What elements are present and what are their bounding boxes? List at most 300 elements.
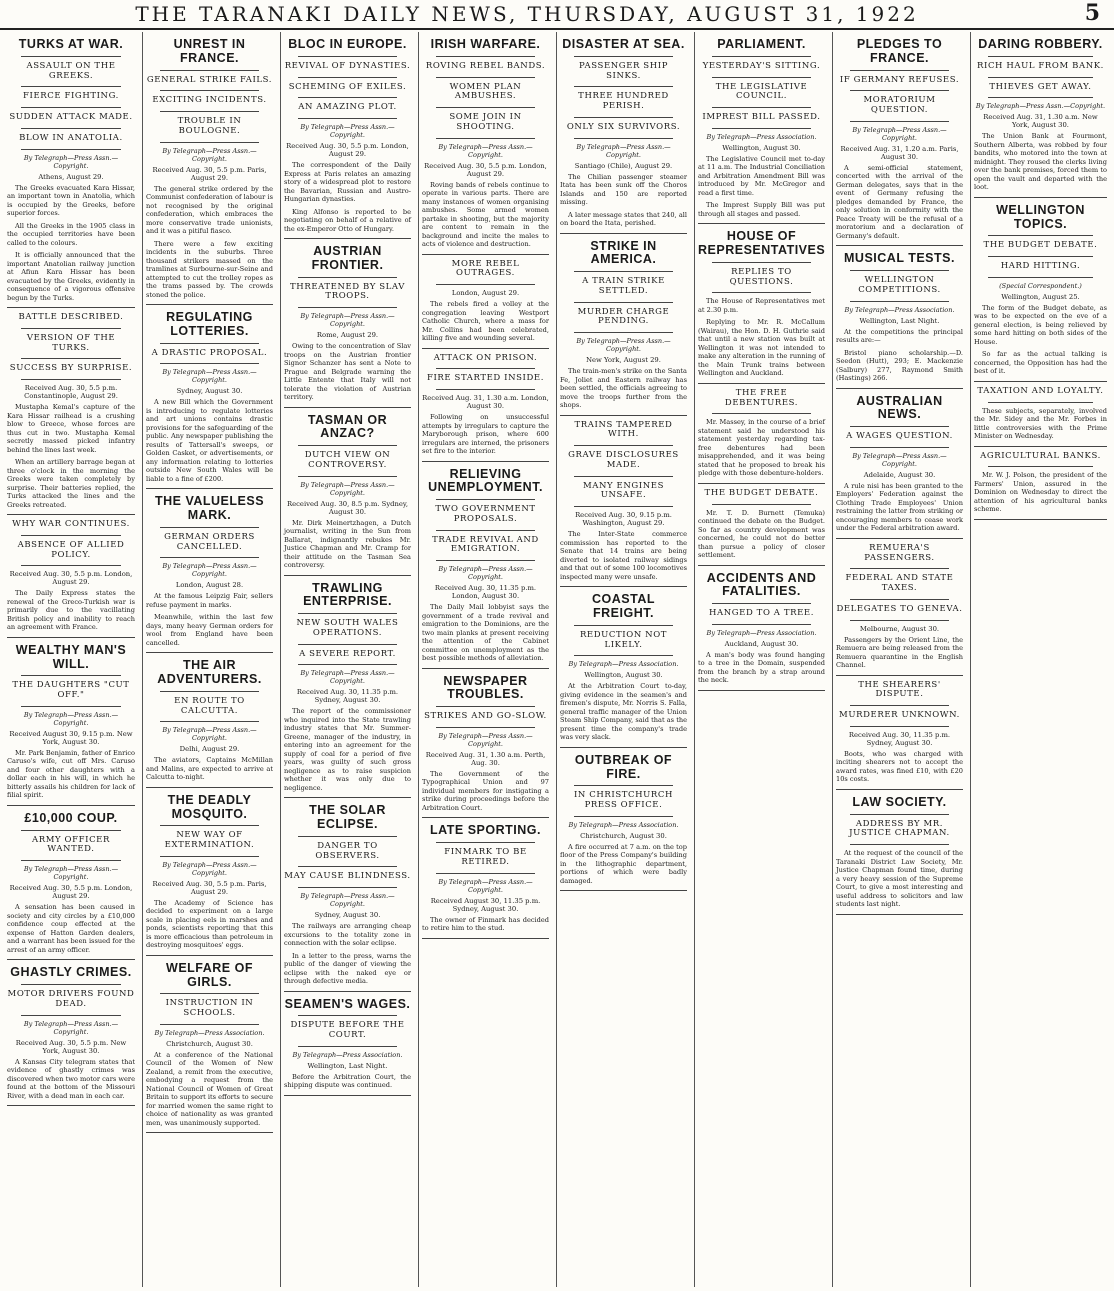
article-paragraph: The Legislative Council met to-day at 11 a.m. The Industrial Conciliation and Arbitration Amendment Bill was introduced by Mr. McGregor and read a first time. [698, 154, 825, 197]
divider [298, 866, 397, 867]
article-paragraph: The form of the Budget debate, as was to be expected on the eve of a general election, is being relieved by some hard hitting on both sides of the House. [974, 303, 1107, 346]
divider [436, 107, 535, 108]
byline: By Telegraph—Press Assn.—Copyright. [852, 125, 947, 142]
article-headline: IRISH WARFARE. [430, 37, 541, 51]
divider [436, 842, 535, 843]
article-paragraph: Owing to the concentration of Slav troops on the Austrian frontier Signor Schanzer has sent a Note to Prague and Belgrade warning the Little Entente that Italy will not tolerate the violation of Austrian territory. [284, 342, 411, 402]
byline: By Telegraph—Press Assn.—Copyright. [975, 102, 1106, 111]
article-separator [146, 652, 273, 653]
divider [850, 426, 949, 427]
article-separator [284, 238, 411, 239]
sub-headline: ATTACK ON PRISON. [433, 352, 538, 363]
article-separator [284, 407, 411, 408]
byline: By Telegraph—Press Association. [706, 132, 817, 141]
divider [160, 363, 259, 364]
article-paragraph: At the Arbitration Court to-day, giving evidence in the seamen's and firemen's dispute, Mr. Norris S. Falla, general traffic manager of the Union Steam Ship Company, said that as the present time the company's trade was very slack. [560, 682, 687, 742]
divider [850, 70, 949, 71]
article-paragraph: The House of Representatives met at 2.30 p.m. [698, 297, 825, 314]
divider [850, 844, 949, 845]
divider [574, 785, 673, 786]
dateline: Christchurch, August 30. [580, 831, 667, 840]
byline: By Telegraph—Press Assn.—Copyright. [162, 368, 257, 385]
dateline: Received Aug. 31, 1.30 a.m. New York, August 30. [983, 113, 1098, 130]
article-paragraph: Mr. W. J. Polson, the president of the Farmers' Union, assured in the Dominion on Wednesday to direct the attention of his agricultural banks scheme. [974, 471, 1107, 514]
sub-headline: ADDRESS BY MR. JUSTICE CHAPMAN. [849, 818, 950, 839]
dateline: London, August 29. [451, 289, 520, 298]
article-headline: ACCIDENTS AND FATALITIES. [706, 570, 817, 599]
divider [850, 121, 949, 122]
article-paragraph: Following on unsuccessful attempts by irregulars to capture the Maryborough prison, where 600 irregulars are interned, the prisoners set fire to the interior. [422, 413, 549, 456]
column-7 [832, 32, 966, 1287]
article-paragraph: The Academy of Science has decided to experiment on a large scale in placing eels in marshes and ponds, scientists reporting that this is more efficacious than petroleum in destroying mosquitoes' eggs. [146, 898, 273, 950]
article-separator [836, 789, 963, 790]
article-separator [836, 388, 963, 389]
sub-headline: THE SHEARERS' DISPUTE. [858, 679, 941, 700]
dateline: Received Aug. 30, 5.5 p.m. London, August 29. [286, 142, 409, 159]
article-separator [146, 787, 273, 788]
article [422, 468, 549, 669]
article-separator [836, 245, 963, 246]
article-separator [284, 575, 411, 576]
byline: By Telegraph—Press Assn.—Copyright. [162, 562, 257, 579]
divider [574, 445, 673, 446]
article-headline: DISASTER AT SEA. [562, 37, 685, 51]
article-headline: NEWSPAPER TROUBLES. [443, 673, 528, 702]
byline: By Telegraph—Press Assn.—Copyright. [300, 312, 395, 329]
article-separator [422, 461, 549, 462]
divider [298, 56, 397, 57]
article [974, 387, 1107, 447]
sub-headline: GENERAL STRIKE FAILS. [146, 74, 273, 85]
article [560, 421, 687, 588]
divider [298, 664, 397, 665]
sub-headline: REDUCTION NOT LIKELY. [579, 629, 668, 650]
article [7, 812, 135, 960]
article [422, 354, 549, 462]
article-paragraph: All the Greeks in the 1905 class in the occupied territories have been called to the colours. [7, 221, 135, 247]
divider [574, 476, 673, 477]
divider [298, 277, 397, 278]
divider [988, 256, 1093, 257]
divider [850, 814, 949, 815]
divider [712, 262, 811, 263]
sub-headline: GRAVE DISCLOSURES MADE. [568, 450, 679, 470]
divider [988, 277, 1093, 278]
divider [436, 389, 535, 390]
byline: By Telegraph—Press Association. [844, 305, 955, 314]
article-separator [560, 586, 687, 587]
dateline: Received Aug. 30, 5.5 p.m. Paris, August 29. [152, 879, 267, 896]
article [7, 644, 135, 806]
dateline: Received Aug. 30, 8.5 p.m. Sydney, August 30. [286, 499, 409, 516]
article-headline: STRIKE IN AMERICA. [590, 238, 657, 267]
article-headline: WEALTHY MAN'S WILL. [15, 642, 127, 671]
divider [712, 624, 811, 625]
article-paragraph: These subjects, separately, involved the Mr. Sidey and the Mr. Forbes in little controversies with the Prime Minister on Wednesday. [974, 406, 1107, 441]
byline: By Telegraph—Press Assn.—Copyright. [162, 860, 257, 877]
article-paragraph: The Imprest Supply Bill was put through all stages and passed. [698, 201, 825, 218]
dateline: Received Aug. 30, 11.35 p.m. Sydney, August 30. [296, 688, 399, 705]
article-paragraph: Before the Arbitration Court, the shipping dispute was continued. [284, 1072, 411, 1090]
divider [436, 284, 535, 285]
dateline: Received Aug. 31, 1.30 a.m. London, August 30. [422, 394, 549, 411]
divider [988, 97, 1093, 98]
byline: By Telegraph—Press Assn.—Copyright. [23, 153, 119, 170]
dateline: Received Aug. 31, 1.30 a.m. Perth, Aug. 30. [425, 750, 546, 767]
article-separator [422, 348, 549, 349]
byline: By Telegraph—Press Association. [568, 660, 679, 669]
divider [298, 118, 397, 119]
masthead [0, 0, 1114, 30]
sub-headline: SOME JOIN IN SHOOTING. [449, 112, 522, 132]
divider [298, 77, 397, 78]
sub-headline: THIEVES GET AWAY. [989, 81, 1092, 92]
divider [712, 56, 811, 57]
sub-headline: NEW WAY OF EXTERMINATION. [164, 830, 255, 851]
sub-headline: THE LEGISLATIVE COUNCIL. [715, 81, 808, 102]
divider [574, 117, 673, 118]
article-headline: TRAWLING ENTERPRISE. [303, 580, 392, 609]
page-number: 5 [1084, 0, 1100, 26]
dateline: Wellington, Last Night. [859, 316, 940, 325]
article-headline: MUSICAL TESTS. [844, 251, 955, 266]
divider [436, 368, 535, 369]
article [698, 572, 825, 691]
divider [850, 447, 949, 448]
divider [160, 343, 259, 344]
article-headline: DARING ROBBERY. [978, 37, 1103, 51]
article [146, 38, 273, 305]
sub-headline: A SEVERE REPORT. [299, 648, 396, 659]
article-separator [422, 938, 549, 939]
sub-headline: IN CHRISTCHURCH PRESS OFFICE. [573, 790, 674, 811]
article-paragraph: At the competitions the principal results are:— [836, 327, 963, 345]
divider [574, 302, 673, 303]
article-paragraph: When an artillery barrage began at three o'clock in the morning the Greeks were taken completely by surprise. Their batteries replied, the Turks attacked the lines and the Greeks retreated. [7, 458, 135, 509]
sub-headline: YESTERDAY'S SITTING. [702, 60, 821, 71]
divider [21, 535, 121, 536]
sub-headline: THREATENED BY SLAV TROOPS. [290, 281, 405, 302]
article-paragraph: The Greeks evacuated Kara Hissar, an important town in Anatolia, which is occupied by the Greeks, before superior forces. [7, 183, 135, 218]
article-paragraph: The Daily Express states the renewal of the Greco-Turkish war is primarily due to the vacillating British policy and inability to reach an agreement with France. [7, 589, 135, 632]
article-headline: WELLINGTON TOPICS. [996, 202, 1085, 231]
divider [160, 993, 259, 994]
article [560, 593, 687, 748]
divider [712, 292, 811, 293]
divider [574, 332, 673, 333]
article-paragraph: The Chilian passenger steamer Itata has been sunk off the Choros Islands and 150 are reported missing. [560, 172, 687, 207]
article [284, 38, 411, 239]
byline: By Telegraph—Press Assn.—Copyright. [438, 565, 533, 582]
sub-headline: A WAGES QUESTION. [846, 431, 953, 442]
dateline: Received Aug. 31, 1.20 a.m. Paris, August 30. [840, 144, 959, 161]
article [146, 659, 273, 788]
dateline: Received Aug. 30, 5.5 p.m. London, August 29. [424, 161, 547, 178]
divider [712, 504, 811, 505]
divider [298, 445, 397, 446]
article-paragraph: The correspondent of the Daily Express at Paris relates an amazing story of a widespread plot to restore the Bavarian, Russian and Austro-Hungarian dynasties. [284, 161, 411, 204]
article-headline: GHASTLY CRIMES. [10, 965, 132, 980]
article-paragraph: The general strike ordered by the Communist confederation of labour is not recognised by the original confederation, which embraces the more conservative trade unionists, and it was a pitiful fiasco. [146, 184, 273, 236]
article-paragraph: The train-men's strike on the Santa Fe, Joliet and Eastern railway has been settled, the officials agreeing to move the troops further from the shops. [560, 367, 687, 410]
byline: By Telegraph—Press Association. [568, 820, 679, 829]
article-paragraph: Mr. T. D. Burnett (Temuka) continued the debate on the Budget. So far as country development was concerned, he could not do better than pursue a policy of closer settlement. [698, 508, 825, 560]
divider [850, 568, 949, 569]
article-paragraph: Mr. Park Benjamin, father of Enrico Caruso's wife, cut off Mrs. Caruso and four other daughters with a dollar each in his will, in which he bitterly assails his children for lack of filial spirit. [7, 748, 135, 800]
sub-headline: THE BUDGET DEBATE. [704, 487, 819, 498]
sub-headline: A TRAIN STRIKE SETTLED. [582, 276, 665, 296]
article-paragraph: Passengers by the Orient Line, the Remuera are being released from the Remuera quarantine in the English Channel. [836, 635, 963, 670]
sub-headline: THE DAUGHTERS "CUT OFF." [12, 680, 130, 701]
sub-headline: BATTLE DESCRIBED. [18, 312, 124, 323]
divider [436, 56, 535, 57]
sub-headline: TRAINS TAMPERED WITH. [574, 419, 673, 440]
divider [298, 613, 397, 614]
column-8 [970, 32, 1110, 1287]
sub-headline: MOTOR DRIVERS FOUND DEAD. [7, 989, 135, 1009]
article [146, 495, 273, 653]
sub-headline: HARD HITTING. [1000, 261, 1081, 272]
article-separator [836, 914, 963, 915]
byline: (Special Correspondent.) [999, 281, 1082, 290]
sub-headline: NEW SOUTH WALES OPERATIONS. [296, 618, 399, 638]
article-headline: REGULATING LOTTERIES. [166, 310, 253, 338]
sub-headline: AN AMAZING PLOT. [298, 102, 397, 113]
divider [850, 270, 949, 271]
article-separator [146, 955, 273, 956]
sub-headline: WELLINGTON COMPETITIONS. [858, 275, 941, 295]
column-6 [694, 32, 828, 1287]
article-separator [974, 197, 1107, 198]
divider [298, 1046, 397, 1047]
sub-headline: REPLIES TO QUESTIONS. [729, 266, 794, 287]
divider [850, 301, 949, 302]
article-separator [560, 747, 687, 748]
article-paragraph: A semi-official statement, concerted with the arrival of the German delegates, says that in the event of Germany refusing the pledges demanded by France, the only solution in conformity with the Peace Treaty will be the refusal of a moratorium and a declaration of Germany's default. [836, 163, 963, 240]
sub-headline: FEDERAL AND STATE TAXES. [845, 573, 954, 594]
article-paragraph: At the famous Leipzig Fair, sellers refuse payment in marks. [146, 592, 273, 609]
article-headline: COASTAL FREIGHT. [592, 592, 655, 620]
divider [21, 328, 121, 329]
article-separator [7, 805, 135, 806]
sub-headline: DISPUTE BEFORE THE COURT. [290, 1020, 405, 1041]
sub-headline: TAXATION AND LOYALTY. [977, 385, 1104, 396]
sub-headline: EXCITING INCIDENTS. [152, 95, 267, 106]
article [698, 230, 825, 384]
dateline: Received Aug. 30, 5.5 p.m. Paris, August 29. [152, 165, 267, 182]
article-separator [7, 637, 135, 638]
dateline: Received August 30, 11.35 p.m. Sydney, August 30. [430, 896, 541, 913]
sub-headline: THREE HUNDRED PERISH. [578, 91, 669, 112]
dateline: Sydney, August 30. [176, 387, 243, 396]
byline: By Telegraph—Press Assn.—Copyright. [438, 877, 533, 894]
article-headline: THE DEADLY MOSQUITO. [167, 792, 252, 821]
dateline: Received Aug. 30, 9.15 p.m. Washington, August 29. [575, 511, 672, 528]
article [698, 389, 825, 484]
byline: By Telegraph—Press Assn.—Copyright. [300, 669, 395, 686]
divider [988, 402, 1093, 403]
sub-headline: STRIKES AND GO-SLOW. [424, 711, 547, 722]
sub-headline: ABSENCE OF ALLIED POLICY. [17, 539, 125, 560]
sub-headline: REMUERA'S PASSENGERS. [864, 542, 935, 563]
article-headline: SEAMEN'S WAGES. [284, 996, 411, 1011]
article-paragraph: The owner of Finmark has decided to retire him to the stud. [422, 915, 549, 933]
divider [436, 560, 535, 561]
article-headline: HOUSE OF REPRESENTATIVES [698, 229, 826, 258]
sub-headline: DANGER TO OBSERVERS. [315, 840, 380, 861]
divider [436, 138, 535, 139]
article-paragraph: It is officially announced that the important Anatolian railway junction at Afiun Kara Hissar has been evacuated by the Greeks, evidently in consequence of a vigorous offensive begun by the Turks. [7, 251, 135, 302]
article [836, 681, 963, 790]
article-paragraph: The Government of the Typographical Union and 97 individual members for instigating a strike during proceedings before the Arbitration Court. [422, 769, 549, 812]
article-separator [974, 446, 1107, 447]
divider [298, 307, 397, 308]
article [7, 520, 135, 638]
article [422, 38, 549, 255]
article-separator [974, 519, 1107, 520]
divider [160, 856, 259, 857]
sub-headline: IF GERMANY REFUSES. [839, 74, 960, 85]
sub-headline: THE BUDGET DEBATE. [983, 240, 1098, 251]
divider [21, 984, 121, 985]
divider [574, 138, 673, 139]
article-separator [836, 675, 963, 676]
divider [988, 466, 1093, 467]
article-paragraph: A fire occurred at 7 a.m. on the top floor of the Press Company's building in the lithographic department, portions of which were badly damaged. [560, 842, 687, 885]
sub-headline: TROUBLE IN BOULOGNE. [177, 116, 242, 136]
byline: By Telegraph—Press Association. [154, 1028, 265, 1037]
divider [160, 1024, 259, 1025]
column-1 [4, 32, 138, 1287]
divider [712, 603, 811, 604]
article [146, 311, 273, 489]
article [422, 824, 549, 938]
article-paragraph: Bristol piano scholarship.—D. Seedon (Hutt), 293; E. Mackenzie (Salbury) 277, Raymond Smith (Hastings) 266. [836, 348, 963, 383]
article [836, 544, 963, 676]
article [284, 582, 411, 799]
article [284, 414, 411, 576]
divider [574, 506, 673, 507]
article-headline: PARLIAMENT. [717, 37, 806, 51]
sub-headline: MORE REBEL OUTRAGES. [451, 258, 520, 279]
divider [436, 530, 535, 531]
divider [160, 721, 259, 722]
article-paragraph: A sensation has been caused in society and city circles by a £10,000 confidence coup effected at the expense of Hatton Garden dealers, and a warrant has been issued for the arrest of an army officer. [7, 903, 135, 954]
article-separator [146, 1132, 273, 1133]
dateline: Delhi, August 29. [179, 745, 240, 754]
sub-headline: A DRASTIC PROPOSAL. [151, 347, 268, 358]
divider [21, 860, 121, 861]
article-headline: UNREST IN FRANCE. [173, 37, 246, 65]
article-paragraph: Mr. Massey, in the course of a brief statement said he understood his statement yesterday regarding tax-free debentures had been misapprehended, and it was being stated that he proposed to break his pledge with those debenture-holders. [698, 418, 825, 478]
article [836, 796, 963, 915]
divider [712, 107, 811, 108]
article-headline: TURKS AT WAR. [18, 37, 124, 51]
article-paragraph: Meanwhile, within the last few days, many heavy German orders for wool from England have been cancelled. [146, 613, 273, 647]
divider [712, 413, 811, 414]
article-paragraph: The Union Bank at Fourmont, Southern Alberta, was robbed by four bandits, who motored into the town at midnight. They roused the clerks living over the bank premises, forced them to open the vault and departed with the loot. [974, 132, 1107, 192]
divider [436, 77, 535, 78]
sub-headline: SUDDEN ATTACK MADE. [9, 112, 133, 123]
article-separator [7, 307, 135, 308]
newspaper-columns [4, 32, 1110, 1287]
divider [574, 625, 673, 626]
article [974, 38, 1107, 198]
divider [21, 830, 121, 831]
dateline: Auckland, August 30. [724, 639, 799, 648]
article-separator [422, 817, 549, 818]
sub-headline: FIRE STARTED INSIDE. [426, 373, 545, 384]
dateline: Melbourne, August 30. [859, 624, 940, 633]
article-paragraph: King Alfonso is reported to be negotiating on behalf of a relative of the ex-Emperor Otto of Hungary. [284, 207, 411, 233]
article-paragraph: At a conference of the National Council of the Women of New Zealand, a remit from the executive, embodying a request from the National Council of Women of Great Britain to support its efforts to secure for married women the same right to choice of nationality as was granted men, was unanimously supported. [146, 1050, 273, 1127]
divider [160, 70, 259, 71]
sub-headline: MAY CAUSE BLINDNESS. [284, 871, 411, 882]
article-separator [698, 383, 825, 384]
dateline: Wellington, August 30. [584, 671, 663, 680]
divider [160, 90, 259, 91]
article-paragraph: There were a few exciting incidents in the suburbs. Three thousand strikers massed on the tramlines at Surbourne-sur-Seine and attempted to cut the trolley ropes as the trams passed by. The crowds stoned the police. [146, 239, 273, 299]
dateline: Sydney, August 30. [314, 911, 381, 920]
divider [160, 825, 259, 826]
divider [298, 97, 397, 98]
article [284, 245, 411, 408]
article [284, 804, 411, 991]
divider [298, 644, 397, 645]
divider [988, 235, 1093, 236]
article-separator [422, 668, 549, 669]
article-separator [698, 223, 825, 224]
article [836, 252, 963, 388]
article-headline: LAW SOCIETY. [852, 794, 947, 809]
article-headline: AUSTRALIAN NEWS. [856, 393, 943, 422]
article [7, 966, 135, 1106]
divider [298, 1015, 397, 1016]
divider [160, 527, 259, 528]
article-paragraph: At the request of the council of the Taranaki District Law Society, Mr. Justice Chapman found time, during a very heavy session of the Supreme Court, to give a most interesting and useful address to solicitors and law students last night. [836, 849, 963, 909]
dateline: Received Aug. 30, 11.35 p.m. Sydney, August 30. [848, 730, 951, 747]
sub-headline: HANGED TO A TREE. [708, 608, 815, 619]
article [560, 38, 687, 234]
article-headline: WELFARE OF GIRLS. [166, 960, 253, 989]
byline: By Telegraph—Press Association. [706, 628, 817, 637]
divider [21, 128, 121, 129]
divider [298, 476, 397, 477]
article [974, 204, 1107, 382]
article [836, 38, 963, 246]
divider [850, 599, 949, 600]
sub-headline: REVIVAL OF DYNASTIES. [284, 60, 411, 71]
divider [21, 1015, 121, 1016]
article [698, 38, 825, 224]
article-paragraph: The rebels fired a volley at the congregation leaving Westport Catholic Church, where a mass for Mr. Collins had been celebrated, killing five and wounding several. [422, 300, 549, 343]
byline: By Telegraph—Press Assn.—Copyright. [852, 451, 947, 468]
sub-headline: DUTCH VIEW ON CONTROVERSY. [304, 450, 391, 470]
article-paragraph: Mustapha Kemal's capture of the Kara Hissar railhead is a crushing blow to Greece, whose forces are thus cut in two. Mustapha Kemal secretly massed picked infantry behind the lines last week. [7, 403, 135, 454]
divider [160, 142, 259, 143]
dateline: Received Aug. 30, 11.35 p.m. London, August 30. [434, 584, 537, 601]
sub-headline: VERSION OF THE TURKS. [26, 332, 116, 353]
sub-headline: RICH HAUL FROM BANK. [977, 60, 1104, 71]
sub-headline: ONLY SIX SURVIVORS. [566, 121, 681, 132]
sub-headline: BLOW IN ANATOLIA. [19, 132, 123, 143]
divider [988, 77, 1093, 78]
divider [850, 726, 949, 727]
article-separator [698, 565, 825, 566]
sub-headline: THE FREE DEBENTURES. [724, 387, 799, 408]
dateline: Santiago (Chile), August 29. [574, 161, 673, 170]
sub-headline: MANY ENGINES UNSAFE. [582, 480, 665, 501]
